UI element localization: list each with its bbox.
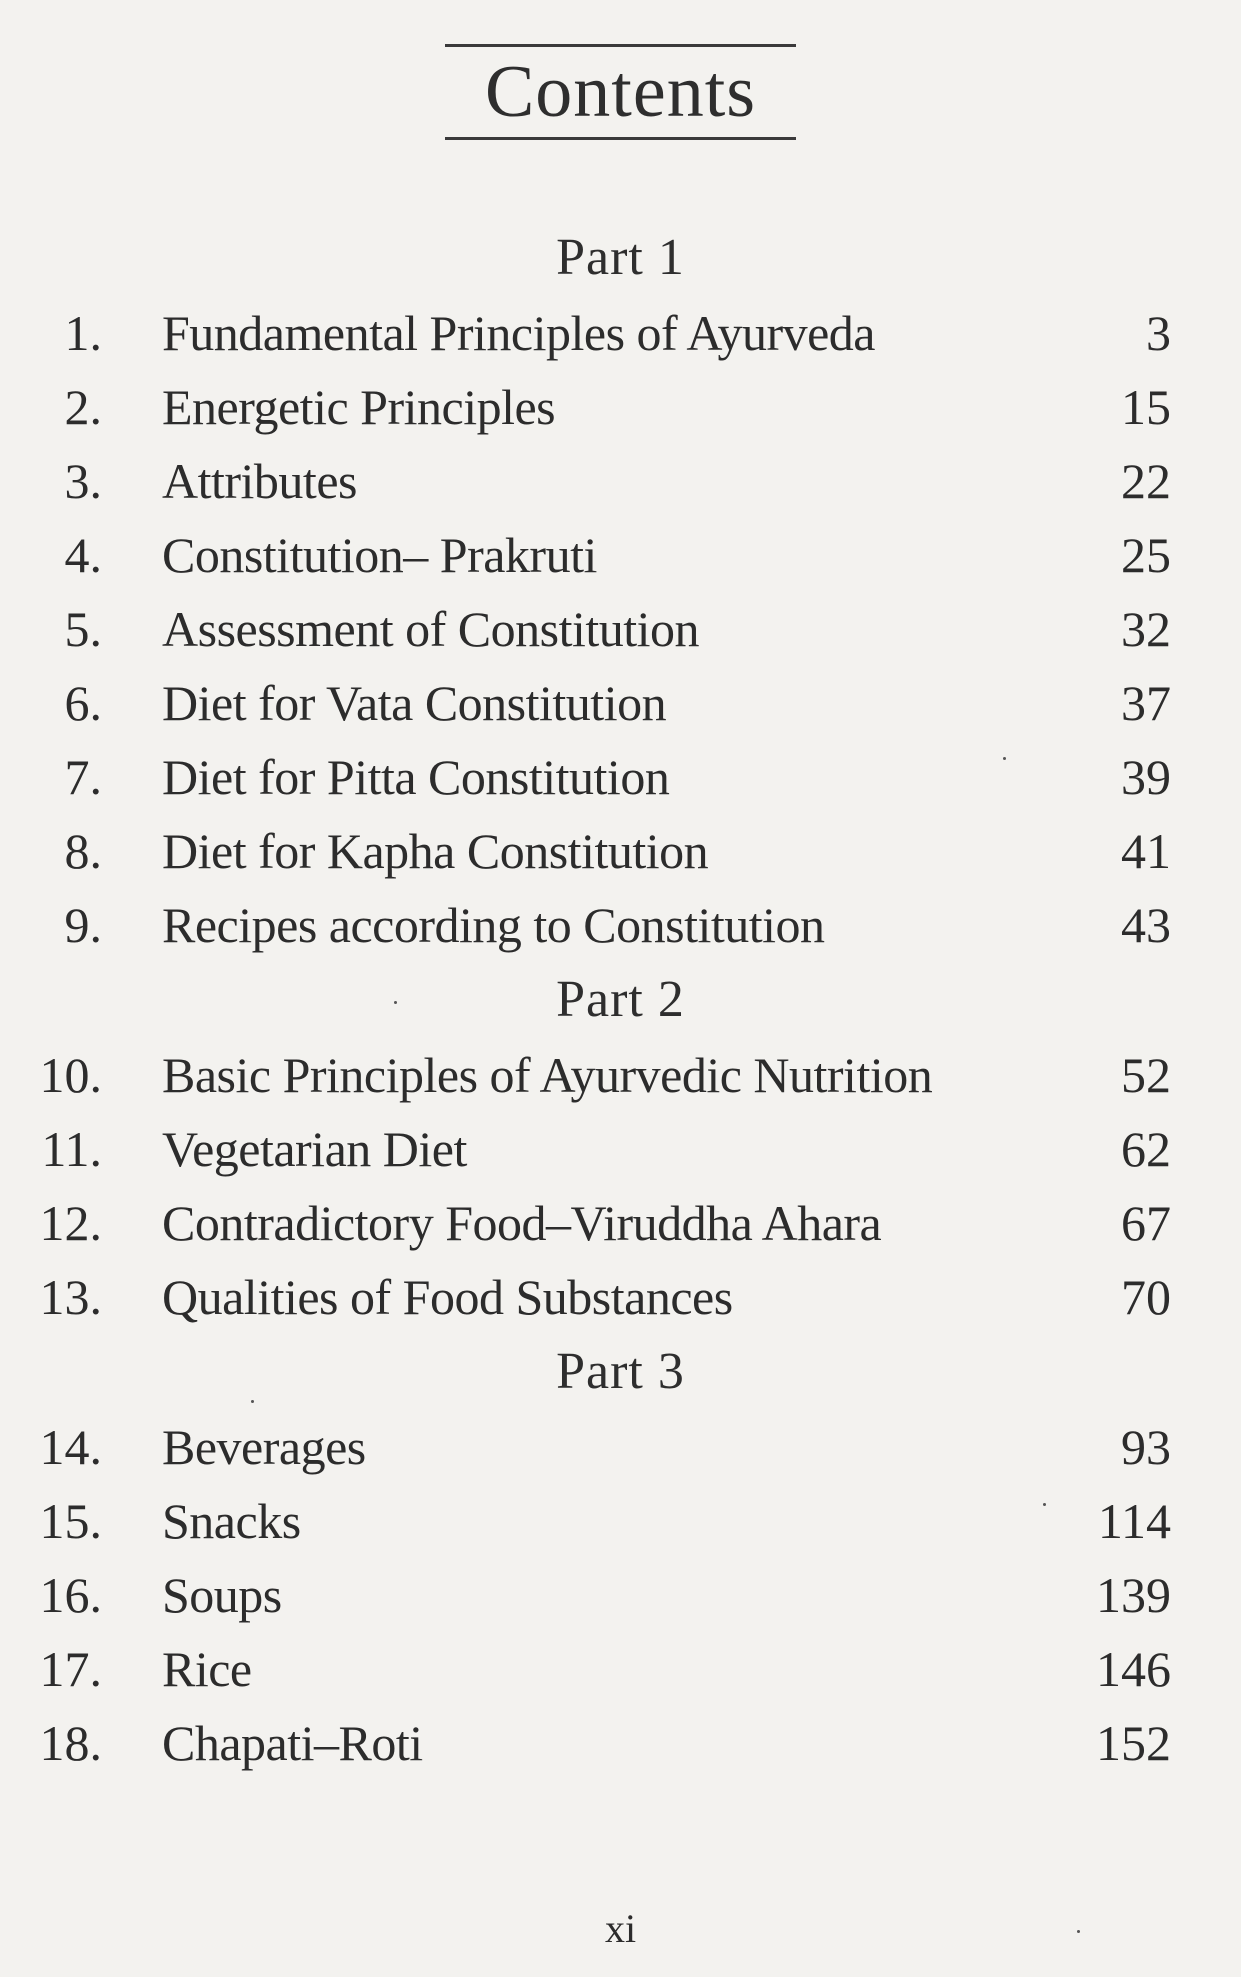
- entry-page: 3: [1146, 305, 1171, 361]
- entry-number: 7.: [64, 749, 102, 805]
- toc-entry[interactable]: [0, 1267, 1241, 1327]
- toc-entry[interactable]: [0, 1045, 1241, 1105]
- scan-speck: [1077, 1930, 1080, 1933]
- toc-entry[interactable]: [0, 1565, 1241, 1625]
- toc-entry[interactable]: [0, 451, 1241, 511]
- toc-entry[interactable]: [0, 599, 1241, 659]
- entry-title: Constitution– Prakruti: [162, 527, 597, 583]
- entry-page: 146: [1096, 1641, 1171, 1697]
- scan-speck: [394, 1001, 397, 1004]
- toc-entry[interactable]: [0, 673, 1241, 733]
- scan-speck: [1003, 757, 1006, 760]
- part-heading-3: Part 3: [556, 1343, 685, 1400]
- toc-entry[interactable]: [0, 525, 1241, 585]
- entry-page: 39: [1121, 749, 1171, 805]
- entry-number: 9.: [64, 897, 102, 953]
- toc-entry[interactable]: [0, 895, 1241, 955]
- toc-entry[interactable]: [0, 1491, 1241, 1551]
- toc-entry[interactable]: [0, 1713, 1241, 1773]
- toc-entry[interactable]: [0, 1119, 1241, 1179]
- toc-entry[interactable]: [0, 747, 1241, 807]
- heading-wrap: [0, 44, 1241, 140]
- page-title: Contents: [445, 44, 796, 140]
- entry-page: 25: [1121, 527, 1171, 583]
- entry-page: 32: [1121, 601, 1171, 657]
- entry-number: 18.: [39, 1715, 102, 1771]
- entry-page: 62: [1121, 1121, 1171, 1177]
- entry-number: 5.: [64, 601, 102, 657]
- entry-title: Energetic Principles: [162, 379, 556, 435]
- scan-speck: [251, 1400, 254, 1403]
- toc-entry[interactable]: [0, 377, 1241, 437]
- toc-entry[interactable]: [0, 1193, 1241, 1253]
- entry-number: 13.: [39, 1269, 102, 1325]
- toc-entry[interactable]: [0, 821, 1241, 881]
- entry-page: 139: [1096, 1567, 1171, 1623]
- entry-page: 37: [1121, 675, 1171, 731]
- part-heading-1: Part 1: [556, 229, 685, 286]
- page-folio: xi: [604, 1906, 637, 1951]
- toc-entry[interactable]: [0, 1417, 1241, 1477]
- entry-number: 1.: [64, 305, 102, 361]
- entry-title: Chapati–Roti: [162, 1715, 423, 1771]
- entry-title: Diet for Pitta Constitution: [162, 749, 670, 805]
- toc-entry[interactable]: [0, 303, 1241, 363]
- entry-title: Recipes according to Constitution: [162, 897, 825, 953]
- entry-page: 70: [1121, 1269, 1171, 1325]
- entry-page: 15: [1121, 379, 1171, 435]
- entry-number: 11.: [41, 1121, 102, 1177]
- entry-title: Vegetarian Diet: [162, 1121, 467, 1177]
- entry-page: 41: [1121, 823, 1171, 879]
- part-heading-2: Part 2: [556, 971, 685, 1028]
- entry-page: 43: [1121, 897, 1171, 953]
- entry-page: 22: [1121, 453, 1171, 509]
- entry-title: Snacks: [162, 1493, 301, 1549]
- entry-page: 52: [1121, 1047, 1171, 1103]
- entry-number: 2.: [64, 379, 102, 435]
- entry-page: 114: [1097, 1493, 1171, 1549]
- entry-title: Beverages: [162, 1419, 366, 1475]
- entry-title: Basic Principles of Ayurvedic Nutrition: [162, 1047, 933, 1103]
- entry-title: Contradictory Food–Viruddha Ahara: [162, 1195, 882, 1251]
- entry-number: 4.: [64, 527, 102, 583]
- entry-title: Assessment of Constitution: [162, 601, 700, 657]
- scan-speck: [1043, 1503, 1046, 1506]
- entry-number: 17.: [39, 1641, 102, 1697]
- entry-title: Fundamental Principles of Ayurveda: [162, 305, 875, 361]
- entry-title: Qualities of Food Substances: [162, 1269, 733, 1325]
- entry-number: 15.: [39, 1493, 102, 1549]
- entry-page: 67: [1121, 1195, 1171, 1251]
- entry-title: Attributes: [162, 453, 357, 509]
- entry-number: 6.: [64, 675, 102, 731]
- entry-number: 16.: [39, 1567, 102, 1623]
- entry-title: Diet for Kapha Constitution: [162, 823, 709, 879]
- entry-title: Diet for Vata Constitution: [162, 675, 667, 731]
- entry-number: 14.: [39, 1419, 102, 1475]
- toc-entry[interactable]: [0, 1639, 1241, 1699]
- entry-title: Rice: [162, 1641, 252, 1697]
- entry-number: 10.: [39, 1047, 102, 1103]
- entry-number: 3.: [64, 453, 102, 509]
- entry-number: 8.: [64, 823, 102, 879]
- entry-page: 152: [1096, 1715, 1171, 1771]
- entry-title: Soups: [162, 1567, 282, 1623]
- entry-number: 12.: [39, 1195, 102, 1251]
- entry-page: 93: [1121, 1419, 1171, 1475]
